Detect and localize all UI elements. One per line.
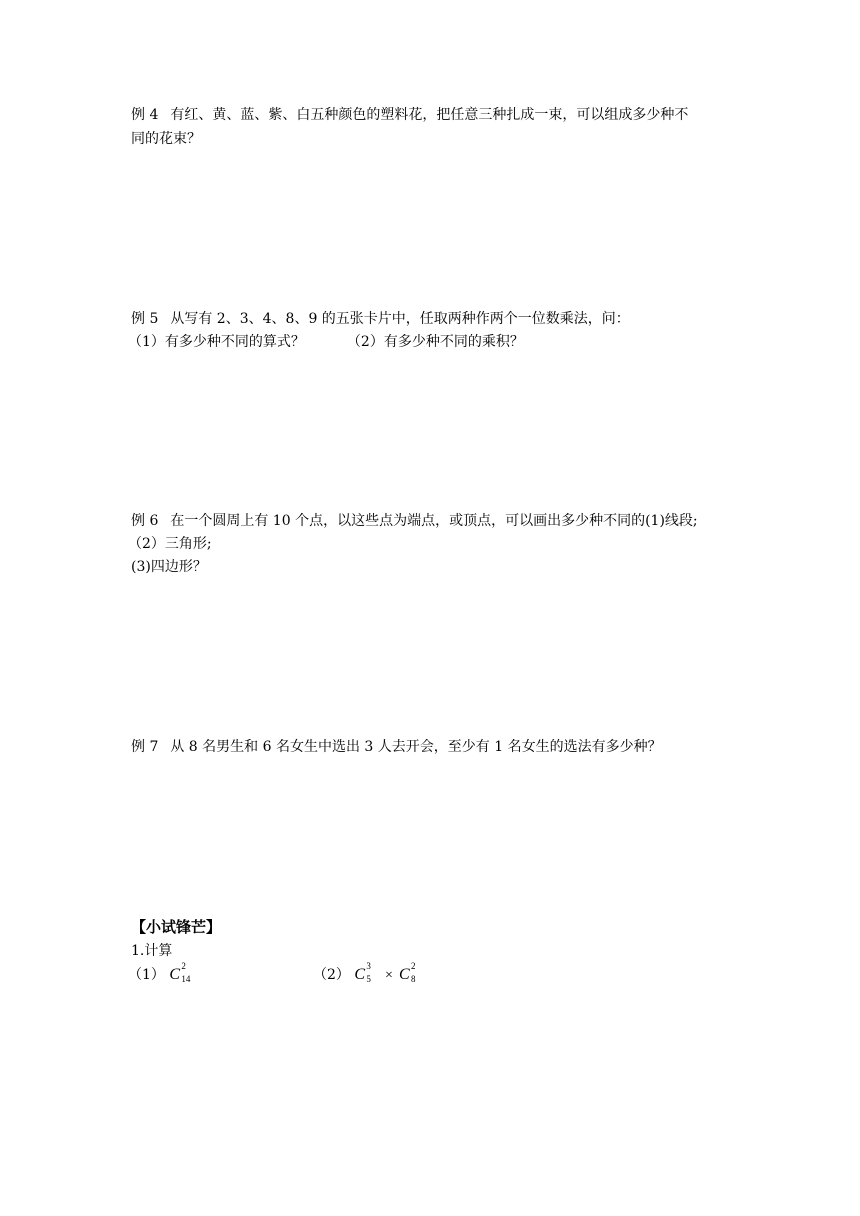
combination-c-14-2: C 2 14 [169, 961, 191, 984]
practice-part-1-label: （1） [128, 967, 165, 983]
combination-c-5-3: C 3 5 [354, 961, 371, 984]
combination-c-8-2: C 2 8 [398, 961, 416, 984]
example-7-text: 从 8 名男生和 6 名女生中选出 3 人去开会，至少有 1 名女生的选法有多少种？ [170, 739, 662, 755]
example-5-sub-a: （1）有多少种不同的算式？ [128, 334, 305, 350]
example-6-line-2: （2）三角形; [128, 536, 212, 552]
example-7-label: 例 7 [131, 739, 159, 755]
example-6-label: 例 6 [131, 513, 159, 529]
multiply-operator: × [385, 968, 393, 983]
example-6-line-1 [131, 512, 698, 530]
example-4-line-2: 同的花束？ [131, 131, 201, 147]
practice-heading: 【小试锋芒】 [131, 918, 222, 936]
example-4-text: 有红、黄、蓝、紫、白五种颜色的塑料花，把任意三种扎成一束，可以组成多少种不 [170, 107, 689, 123]
example-5-sub-b: （2）有多少种不同的乘积？ [346, 334, 524, 350]
example-4-line-1 [131, 106, 688, 124]
practice-part-1 [128, 961, 194, 984]
example-5-label: 例 5 [131, 311, 159, 327]
example-6-line-3: (3)四边形？ [131, 559, 207, 575]
practice-part-2 [313, 961, 424, 985]
example-5-line-1 [131, 310, 630, 328]
practice-item-1-title: 1.计算 [131, 943, 173, 959]
example-5-subquestions [128, 333, 524, 351]
example-7-line-1 [131, 738, 662, 756]
practice-part-2-label: （2） [313, 967, 350, 983]
example-5-text: 从写有 2、3、4、8、9 的五张卡片中，任取两种作两个一位数乘法，问： [170, 311, 630, 327]
example-6-text: 在一个圆周上有 10 个点，以这些点为端点，或顶点，可以画出多少种不同的(1)线段; [170, 513, 698, 529]
example-4-label: 例 4 [131, 107, 159, 123]
